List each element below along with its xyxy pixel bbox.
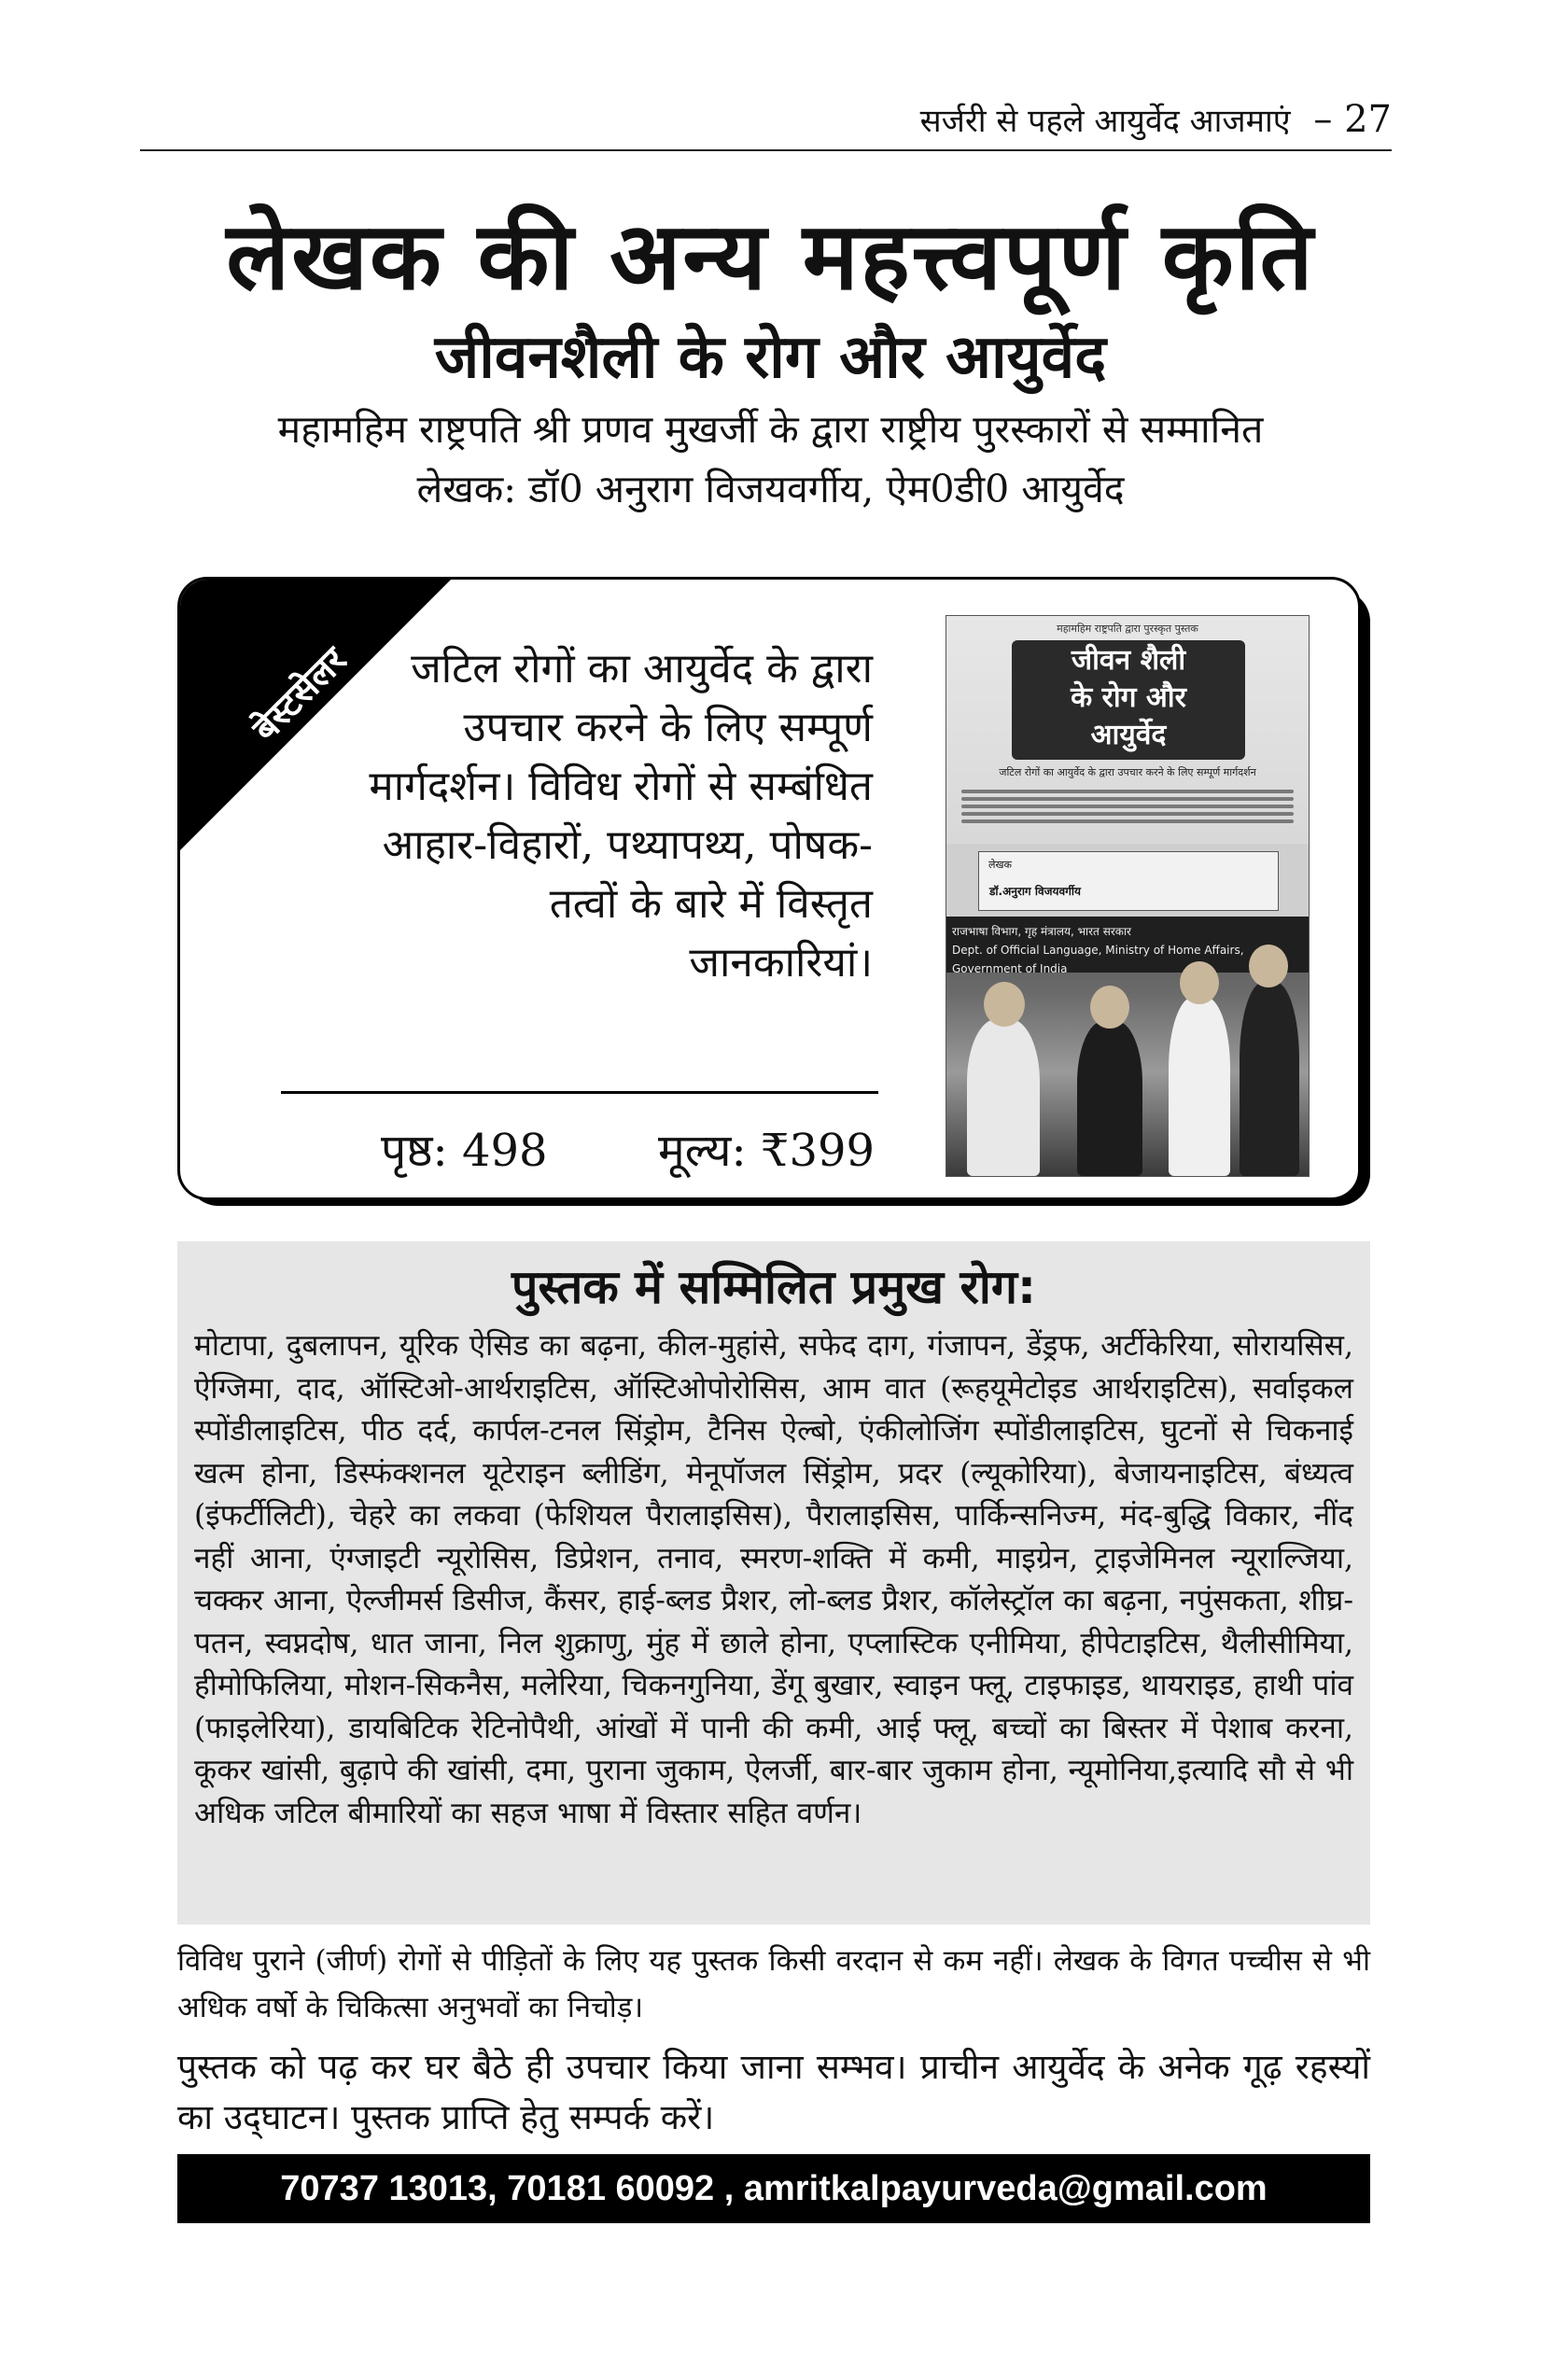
cover-top-line: महामहिम राष्ट्रपति द्वारा पुरस्कृत पुस्तक [1057, 623, 1198, 635]
cover-title [1012, 642, 1245, 754]
person-head [1090, 986, 1129, 1029]
running-title: सर्जरी से पहले आयुर्वेद आजमाएं [919, 103, 1291, 140]
book-note-2: पुस्तक को पढ़ कर घर बैठे ही उपचार किया जाना सम्भव। प्राचीन आयुर्वेद के अनेक गूढ़ रहस्यों का उद्‌घाटन। पुस्तक प्राप्ति हेतु सम्पर्क करें। [177, 2047, 1370, 2137]
running-header [140, 93, 1392, 151]
page-number: – 27 [1313, 98, 1392, 141]
advert-title: लेखक की अन्य महत्त्वपूर्ण कृति [226, 202, 1315, 311]
cover-author: डॉ.अनुराग विजयवर्गीय [989, 885, 1082, 898]
cover-fine-print [961, 786, 1294, 838]
cover-award-photo [946, 917, 1309, 1176]
divider [281, 1091, 878, 1094]
cover-title-line-3: आयुर्वेद [1090, 719, 1167, 751]
person-silhouette [1169, 997, 1230, 1176]
person-head [984, 982, 1025, 1027]
cover-subtitle: जटिल रोगों का आयुर्वेद के द्वारा उपचार करने के लिए सम्पूर्ण मार्गदर्शन [999, 766, 1256, 778]
person-silhouette [1240, 982, 1299, 1176]
book-title: जीवनशैली के रोग और आयुर्वेद [434, 323, 1107, 392]
award-line: महामहिम राष्ट्रपति श्री प्रणव मुखर्जी के द्वारा राष्ट्रीय पुरस्कारों से सम्मानित [277, 407, 1264, 452]
page-count: पृष्ठ: 498 [381, 1125, 548, 1177]
disease-list: मोटापा, दुबलापन, यूरिक ऐसिड का बढ़ना, कील-मुहांसे, सफेद दाग, गंजापन, डेंड्रफ, अर्टीकेरिया, सोरायसिस, ऐग्जिमा, दाद, ऑस्टिओ-आर्थराइटिस, ऑस्टिओपोरोसिस, आम वात (रूहयूमेटोइड आर्थराइटिस), सर्वाइकल स्पोंडीलाइटिस, पीठ दर्द, कार्पल-टनल सिंड्रोम, टैनिस ऐल्बो, एंकीलोजिंग स्पोंडीलाइटिस, घुटनों से चिकनाई खत्म होना, डिस्फंक्शनल यूटेराइन ब्लीडिंग, मेनूपॉजल सिंड्रोम, प्रदर (ल्यूकोरिया), बेजायनाइटिस, बंध्यत्व (इंफर्टीलिटी), चेहरे का लकवा (फेशियल पैरालाइसिस), पैरालाइसिस, पार्किन्सनिज्म, मंद-बुद्धि विकार, नींद नहीं आना, एंग्जाइटी न्यूरोसिस, डिप्रेशन, तनाव, स्मरण-शक्ति में कमी, माइग्रेन, ट्राइजेमिनल न्यूराल्जिया, चक्कर आना, ऐल्जीमर्स डिसीज, कैंसर, हाई-ब्लड प्रैशर, लो-ब्लड प्रैशर, कॉलेस्ट्रॉल का बढ़ना, नपुंसकता, शीघ्र-पतन, स्वप्नदोष, धात जाना, निल शुक्राणु, मुंह में छाले होना, एप्लास्टिक एनीमिया, हीपेटाइटिस, थैलीसीमिया, हीमोफिलिया, मोशन-सिकनैस, मलेरिया, चिकनगुनिया, डेंगू बुखार, स्वाइन फ्लू, टाइफाइड, थायराइड, हाथी पांव (फाइलेरिया), डायबिटिक रेटिनोपैथी, आंखों में पानी की कमी, आई फ्लू, बच्चों का बिस्तर में पेशाब करना, कूकर खांसी, बुढ़ापे की खांसी, दमा, पुराना जुकाम, ऐलर्जी, बार-बार जुकाम होना, न्यूमोनिया,इत्यादि सौ से भी अधिक जटिल बीमारियों का सहज भाषा में विस्तार सहित वर्णन। [194, 1329, 1353, 1830]
cover-title-line-1: जीवन शैली [1071, 644, 1186, 677]
person-head [1249, 945, 1288, 987]
cover-author-box [978, 851, 1279, 911]
cover-author-label: लेखक [988, 859, 1012, 871]
contact-info: 70737 13013, 70181 60092 , amritkalpayurveda@gmail.com [280, 2169, 1268, 2208]
cover-banner-line-2: Dept. of Official Language, Ministry of Home Affairs, Government of India [952, 944, 1244, 975]
author-line: लेखक: डॉ0 अनुराग विजयवर्गीय, ऐम0डी0 आयुर्वेद [416, 467, 1125, 511]
book-blurb: जटिल रोगों का आयुर्वेद के द्वारा उपचार करने के लिए सम्पूर्ण मार्गदर्शन। विविध रोगों से सम्बंधित आहार-विहारों, पथ्यापथ्य, पोषक-तत्वों के बारे में विस्तृत जानकारियां। [369, 645, 873, 987]
disease-section [177, 1241, 1370, 1925]
cover-banner-line-1: राजभाषा विभाग, गृह मंत्रालय, भारत सरकार [952, 925, 1131, 938]
book-price: मूल्य: ₹399 [658, 1125, 876, 1177]
person-silhouette [1077, 1021, 1142, 1176]
person-head [1180, 961, 1219, 1004]
ribbon-label: बेस्टसेलर [244, 638, 355, 749]
book-cover-image [946, 615, 1310, 1177]
person-silhouette [967, 1019, 1040, 1176]
contact-bar [177, 2154, 1370, 2223]
book-box [177, 577, 1361, 1200]
cover-title-line-2: के रोग और [1071, 681, 1186, 714]
book-note: विविध पुराने (जीर्ण) रोगों से पीड़ितों के लिए यह पुस्तक किसी वरदान से कम नहीं। लेखक के विगत पच्चीस से भी अधिक वर्षो के चिकित्सा अनुभवों का निचोड़। [177, 1944, 1370, 2024]
disease-heading: पुस्तक में सम्मिलित प्रमुख रोग: [511, 1260, 1037, 1314]
